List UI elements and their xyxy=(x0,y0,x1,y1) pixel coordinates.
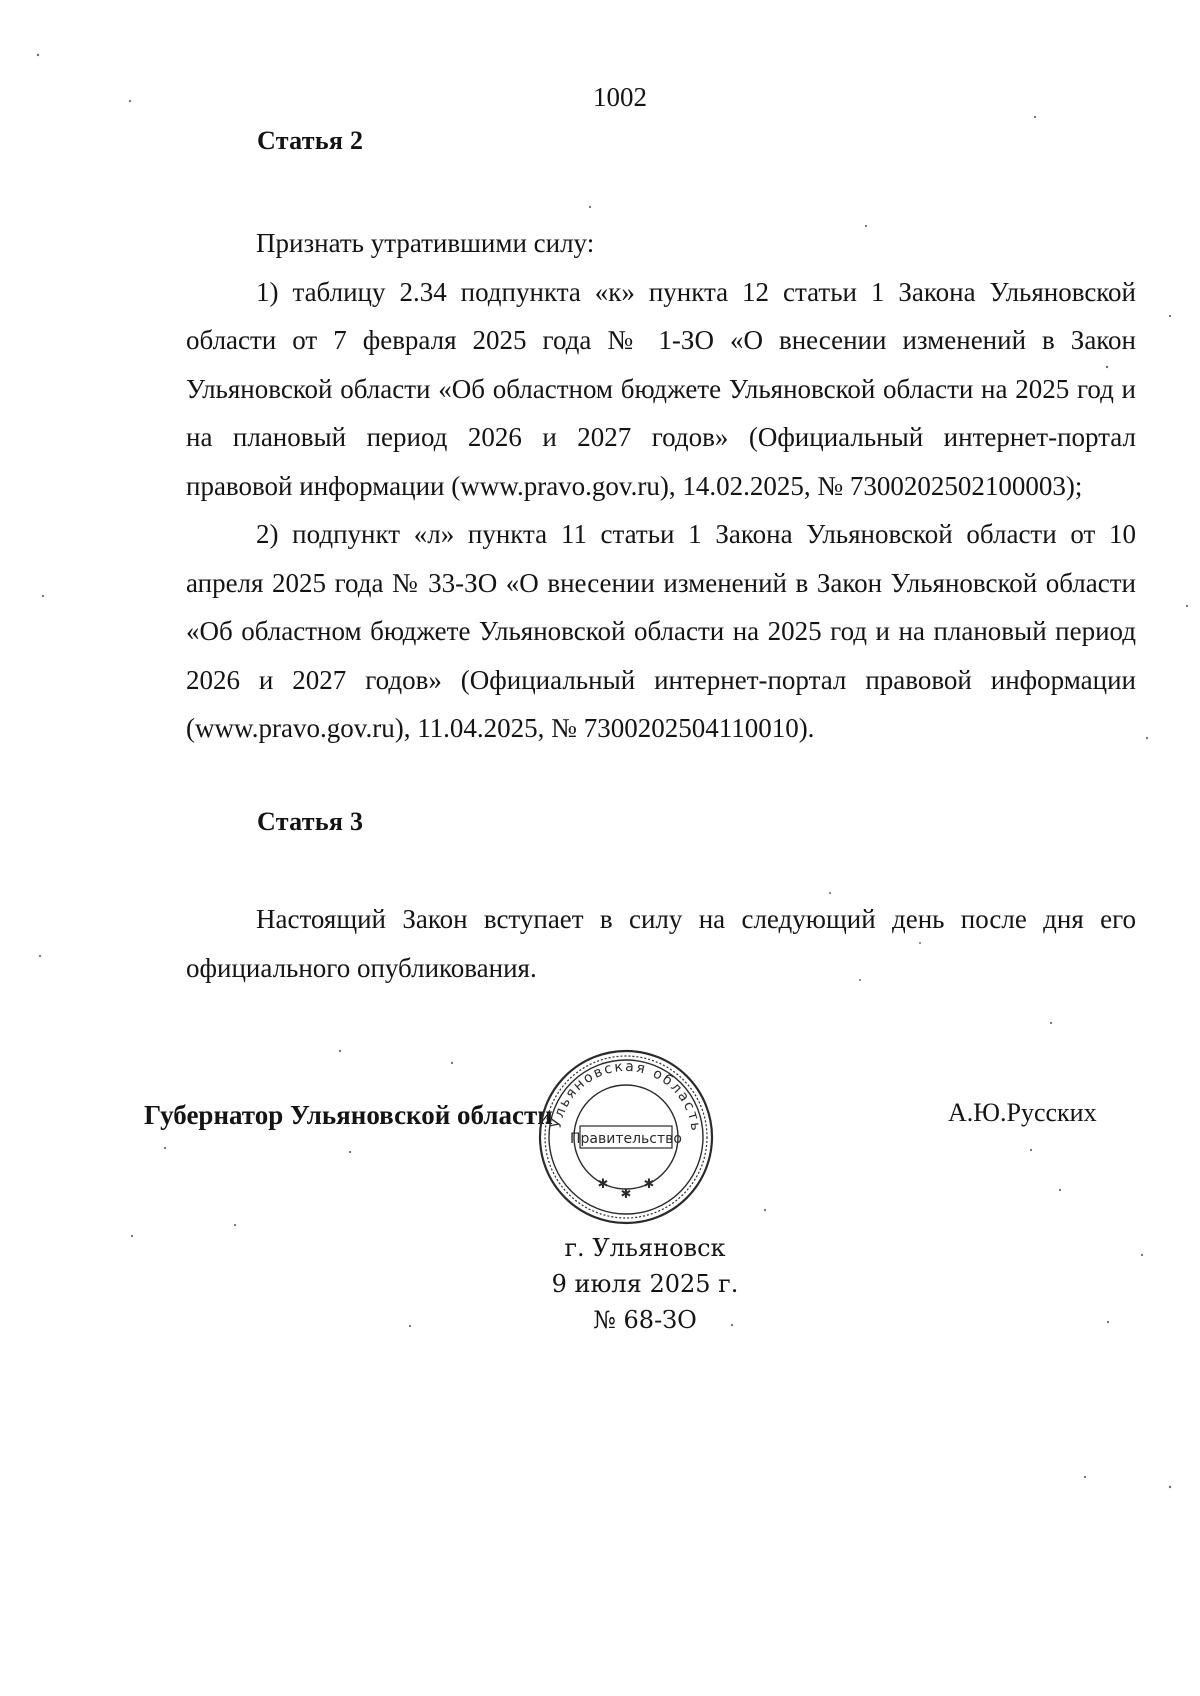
article-2-heading: Статья 2 xyxy=(257,126,364,155)
place-date-block xyxy=(500,1230,790,1338)
article-2-intro: Признать утратившими силу: xyxy=(256,228,595,258)
seal-star-icon: ✱ xyxy=(643,1177,655,1192)
signatory-position: Губернатор Ульяновской области xyxy=(144,1100,553,1130)
seal-star-icon: ✱ xyxy=(620,1187,632,1202)
article-2-item-2: 2) подпункт «л» пункта 11 статьи 1 Закона Ульяновской области от 10 апреля 2025 года № 33-ЗО «О внесении изменений в Закон Ульяновской области «Об областном бюджете Ульяновской области на 2025 год и на плановый период 2026 и 2027 годов» (Официальный интернет-портал правовой информации (www.pravo.gov.ru), 11.04.2025, № 7300202504110010). xyxy=(186,519,1136,743)
law-date: 9 июля 2025 г. xyxy=(551,1270,739,1298)
article-3-text: Настоящий Закон вступает в силу на следующий день после дня его официального опубликования. xyxy=(186,904,1136,983)
seal-center-text: Правительство xyxy=(570,1131,682,1147)
place-city: г. Ульяновск xyxy=(564,1234,726,1262)
article-2-body xyxy=(186,219,1136,753)
law-number: № 68-ЗО xyxy=(593,1306,697,1334)
seal-ring-text: Ульяновская область xyxy=(548,1058,704,1134)
article-3-body xyxy=(186,895,1136,992)
page-number: 1002 xyxy=(593,82,647,112)
article-2-item-1: 1) таблицу 2.34 подпункта «к» пункта 12 статьи 1 Закона Ульяновской области от 7 февраля 2025 года № 1-ЗО «О внесении изменений в Закон Ульяновской области «Об областном бюджете Ульяновской области на 2025 год и на плановый период 2026 и 2027 годов» (Официальный интернет-портал правовой информации (www.pravo.gov.ru), 14.02.2025, № 7300202502100003); xyxy=(186,276,1136,501)
signatory-name: А.Ю.Русских xyxy=(948,1098,1097,1127)
seal-star-icon: ✱ xyxy=(597,1177,609,1192)
official-seal xyxy=(537,1048,715,1226)
article-3-heading: Статья 3 xyxy=(257,807,364,836)
